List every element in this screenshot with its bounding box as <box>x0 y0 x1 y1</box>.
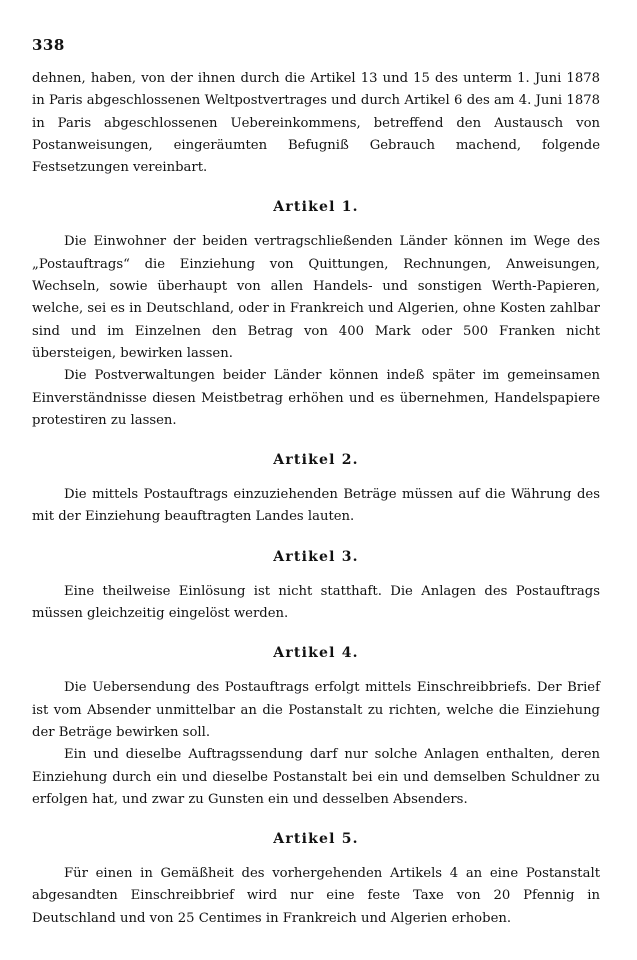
article-4-paragraph-2: Ein und dieselbe Auftragssendung darf nur solche Anlagen enthalten, deren Einziehung durch ein und dieselbe Postanstalt bei ein und demselben Schuldner zu erfolgen hat, und zwar zu Gunsten ein und desselben Absenders. <box>32 747 600 807</box>
article-3-heading: Artikel 3. <box>273 548 359 565</box>
article-3-paragraph-1: Eine theilweise Einlösung ist nicht statthaft. Die Anlagen des Postauftrags müssen gleichzeitig eingelöst werden. <box>32 583 600 622</box>
article-1-heading: Artikel 1. <box>273 199 359 216</box>
article-2-heading: Artikel 2. <box>273 452 359 469</box>
article-4-heading: Artikel 4. <box>273 645 359 662</box>
article-2-paragraph-1: Die mittels Postauftrags einzuziehenden Beträge müssen auf die Währung des mit der Einziehung beauftragten Landes lauten. <box>32 487 600 525</box>
article-5-heading: Artikel 5. <box>273 831 359 848</box>
document-body <box>32 68 600 930</box>
article-1-paragraph-1: Die Einwohner der beiden vertragschließenden Länder können im Wege des „Postauftrags“ die Einziehung von Quittungen, Rechnungen, Anweisungen, Wechseln, sowie überhaupt von allen Handels- und sonstigen Werth-Papieren, welche, sei es in Deutschland, oder in Frankreich und Algerien, ohne Kosten zahlbar sind und im Einzelnen den Betrag von 400 Mark oder 500 Franken nicht übersteigen, bewirken lassen. <box>32 234 600 361</box>
intro-paragraph: dehnen, haben, von der ihnen durch die Artikel 13 und 15 des unterm 1. Juni 1878 in Paris abgeschlossenen Weltpostvertrages und durch Artikel 6 des am 4. Juni 1878 in Paris abgeschlossenen Uebereinkommens, betreffend den Austausch von Postanweisungen, eingeräumten Befugniß Gebrauch machend, folgende Festsetzungen vereinbart. <box>32 71 600 176</box>
article-5-paragraph-1: Für einen in Gemäßheit des vorhergehenden Artikels 4 an eine Postanstalt abgesandten Einschreibbrief wird nur eine feste Taxe von 20 Pfennig in Deutschland und von 25 Centimes in Frankreich und Algerien erhoben. <box>32 866 600 926</box>
page-number: 338 <box>32 36 65 54</box>
article-1-paragraph-2: Die Postverwaltungen beider Länder können indeß später im gemeinsamen Einverständnisse diesen Meistbetrag erhöhen und es übernehmen, Handelspapiere protestiren zu lassen. <box>32 368 600 428</box>
article-4-paragraph-1: Die Uebersendung des Postauftrags erfolgt mittels Einschreibbriefs. Der Brief ist vom Absender unmittelbar an die Postanstalt zu richten, welche die Einziehung der Beträge bewirken soll. <box>32 680 600 740</box>
